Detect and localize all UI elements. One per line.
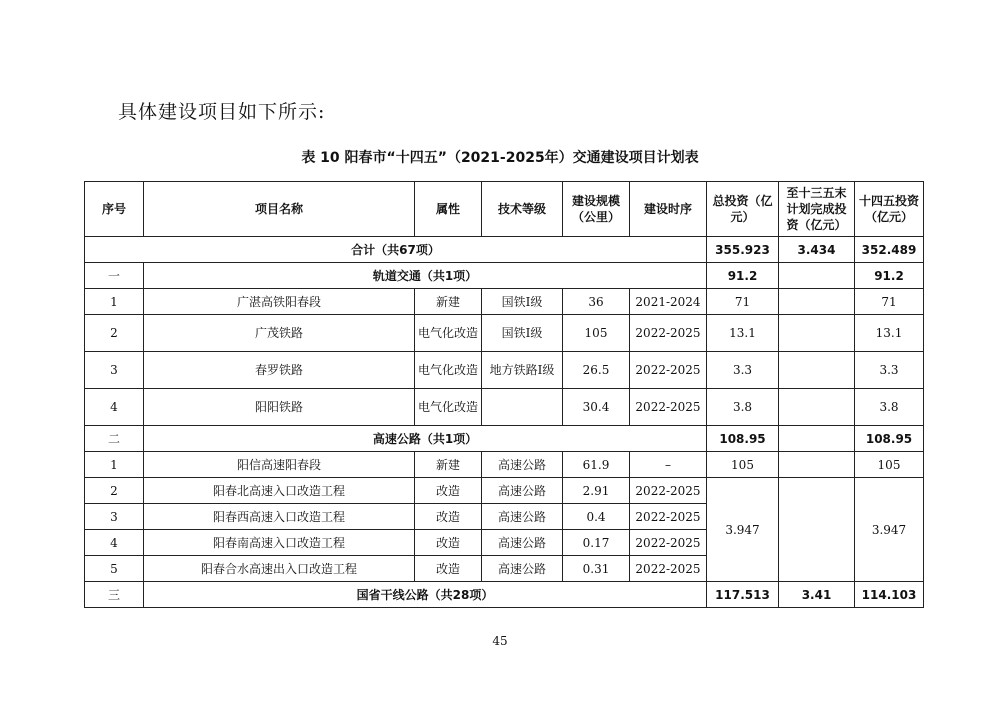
cell-grade: 高速公路 (482, 530, 563, 556)
cell-grade: 高速公路 (482, 452, 563, 478)
table-row (85, 315, 924, 352)
cell-plan: 13.1 (855, 315, 924, 352)
cell-no: 4 (85, 530, 144, 556)
section-label: 轨道交通（共1项） (144, 263, 707, 289)
section-no: 三 (85, 582, 144, 608)
cell-name: 春罗铁路 (144, 352, 415, 389)
header-cell: 序号 (85, 182, 144, 237)
cell-grade: 高速公路 (482, 556, 563, 582)
cell-done (779, 452, 855, 478)
section-plan: 91.2 (855, 263, 924, 289)
cell-invest: 71 (707, 289, 779, 315)
total-invest: 355.923 (707, 237, 779, 263)
section-done: 3.41 (779, 582, 855, 608)
cell-grade: 高速公路 (482, 478, 563, 504)
cell-invest: 3.8 (707, 389, 779, 426)
cell-period: 2022-2025 (630, 389, 707, 426)
cell-name: 阳阳铁路 (144, 389, 415, 426)
cell-invest: 3.3 (707, 352, 779, 389)
header-cell: 至十三五末计划完成投资（亿元） (779, 182, 855, 237)
header-row (85, 182, 924, 237)
cell-no: 1 (85, 452, 144, 478)
table-row (85, 289, 924, 315)
table-row (85, 478, 924, 504)
table-row (85, 389, 924, 426)
cell-name: 广茂铁路 (144, 315, 415, 352)
cell-scale: 26.5 (563, 352, 630, 389)
cell-grade: 地方铁路Ⅰ级 (482, 352, 563, 389)
cell-grade: 高速公路 (482, 504, 563, 530)
cell-scale: 0.17 (563, 530, 630, 556)
section-row (85, 263, 924, 289)
cell-period: 2022-2025 (630, 504, 707, 530)
total-label: 合计（共67项） (85, 237, 707, 263)
cell-scale: 0.31 (563, 556, 630, 582)
cell-period: 2021-2024 (630, 289, 707, 315)
project-plan-table (84, 181, 924, 608)
cell-period: 2022-2025 (630, 315, 707, 352)
cell-done-merged (779, 478, 855, 582)
cell-no: 3 (85, 352, 144, 389)
header-cell: 建设时序 (630, 182, 707, 237)
cell-attr: 新建 (415, 452, 482, 478)
cell-name: 广湛高铁阳春段 (144, 289, 415, 315)
cell-scale: 61.9 (563, 452, 630, 478)
cell-done (779, 315, 855, 352)
cell-period: 2022-2025 (630, 556, 707, 582)
section-invest: 91.2 (707, 263, 779, 289)
cell-scale: 105 (563, 315, 630, 352)
cell-grade: 国铁Ⅰ级 (482, 315, 563, 352)
header-cell: 十四五投资（亿元） (855, 182, 924, 237)
section-label: 国省干线公路（共28项） (144, 582, 707, 608)
cell-attr: 改造 (415, 478, 482, 504)
cell-done (779, 352, 855, 389)
cell-no: 2 (85, 315, 144, 352)
cell-attr: 新建 (415, 289, 482, 315)
cell-scale: 0.4 (563, 504, 630, 530)
cell-name: 阳春南高速入口改造工程 (144, 530, 415, 556)
cell-name: 阳春北高速入口改造工程 (144, 478, 415, 504)
cell-grade (482, 389, 563, 426)
total-done: 3.434 (779, 237, 855, 263)
section-done (779, 426, 855, 452)
cell-attr: 电气化改造 (415, 315, 482, 352)
section-no: 一 (85, 263, 144, 289)
cell-period: 2022-2025 (630, 352, 707, 389)
section-invest: 108.95 (707, 426, 779, 452)
cell-plan: 3.3 (855, 352, 924, 389)
cell-grade: 国铁Ⅰ级 (482, 289, 563, 315)
section-row (85, 582, 924, 608)
section-plan: 114.103 (855, 582, 924, 608)
cell-attr: 改造 (415, 530, 482, 556)
cell-plan-merged: 3.947 (855, 478, 924, 582)
cell-period: – (630, 452, 707, 478)
cell-scale: 2.91 (563, 478, 630, 504)
cell-no: 1 (85, 289, 144, 315)
total-plan: 352.489 (855, 237, 924, 263)
section-label: 高速公路（共1项） (144, 426, 707, 452)
cell-attr: 改造 (415, 556, 482, 582)
cell-invest-merged: 3.947 (707, 478, 779, 582)
cell-attr: 改造 (415, 504, 482, 530)
section-plan: 108.95 (855, 426, 924, 452)
section-done (779, 263, 855, 289)
cell-period: 2022-2025 (630, 478, 707, 504)
header-cell: 属性 (415, 182, 482, 237)
section-invest: 117.513 (707, 582, 779, 608)
cell-attr: 电气化改造 (415, 352, 482, 389)
cell-name: 阳春合水高速出入口改造工程 (144, 556, 415, 582)
table-row (85, 452, 924, 478)
page-number: 45 (492, 634, 508, 648)
cell-plan: 3.8 (855, 389, 924, 426)
header-cell: 总投资（亿元） (707, 182, 779, 237)
total-row (85, 237, 924, 263)
cell-invest: 13.1 (707, 315, 779, 352)
section-row (85, 426, 924, 452)
cell-attr: 电气化改造 (415, 389, 482, 426)
table-caption: 表 10 阳春市“十四五”（2021-2025年）交通建设项目计划表 (301, 150, 699, 166)
cell-plan: 105 (855, 452, 924, 478)
cell-period: 2022-2025 (630, 530, 707, 556)
cell-no: 5 (85, 556, 144, 582)
cell-invest: 105 (707, 452, 779, 478)
cell-name: 阳信高速阳春段 (144, 452, 415, 478)
section-no: 二 (85, 426, 144, 452)
cell-name: 阳春西高速入口改造工程 (144, 504, 415, 530)
header-cell: 项目名称 (144, 182, 415, 237)
table-row (85, 352, 924, 389)
cell-scale: 30.4 (563, 389, 630, 426)
cell-scale: 36 (563, 289, 630, 315)
cell-done (779, 289, 855, 315)
header-cell: 技术等级 (482, 182, 563, 237)
cell-no: 2 (85, 478, 144, 504)
header-cell: 建设规模（公里） (563, 182, 630, 237)
cell-no: 4 (85, 389, 144, 426)
cell-plan: 71 (855, 289, 924, 315)
intro-text: 具体建设项目如下所示: (118, 101, 326, 123)
cell-no: 3 (85, 504, 144, 530)
cell-done (779, 389, 855, 426)
